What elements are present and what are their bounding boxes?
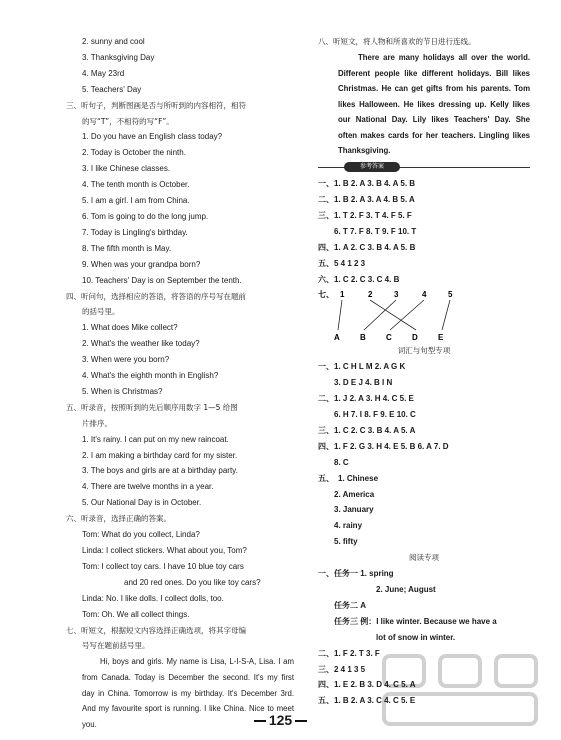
match-bottom-d: D (412, 333, 418, 343)
page-number: 125 (0, 712, 561, 728)
list-item: 1. What does Mike collect? (82, 323, 178, 333)
list-item: 7. Today is Lingling's birthday. (82, 227, 188, 237)
dialog-line: Tom: What do you collect, Linda? (82, 530, 200, 540)
section-8-passage: There are many holidays all over the world. Different people like different holidays. Bill likes Christmas. He can get gifts from his parents. Tom likes Halloween. He likes dressing up. Kelly likes our National Day. Lily likes Teachers' Day. She often makes cards for her teachers. Lingling likes Thanksgiving. (338, 52, 530, 156)
answer-tag: 参考答案 (344, 162, 400, 172)
section-8-title: 八、听短文，将人物和所喜欢的节日进行连线。 (318, 37, 476, 46)
match-bottom-a: A (334, 333, 340, 343)
answer-line: 四、1. F 2. G 3. H 4. E 5. B 6. A 7. D (318, 441, 449, 451)
answer-line: 6. T 7. F 8. T 9. F 10. T (334, 226, 417, 236)
dialog-line: Tom: Oh. We all collect things. (82, 609, 190, 619)
answer-line: 2. June; August (376, 585, 436, 594)
list-item: 3. Thanksgiving Day (82, 52, 155, 62)
match-bottom-b: B (360, 333, 366, 343)
match-prefix: 七、 (318, 290, 334, 300)
list-item: 5. I am a girl. I am from China. (82, 196, 190, 206)
dialog-line: Linda: I collect stickers. What about you, Tom? (82, 546, 247, 555)
page-number-dash (295, 720, 307, 722)
answer-line: 五、 1. Chinese (318, 473, 379, 483)
answer-line: 四、1. E 2. B 3. D 4. C 5. A (318, 680, 416, 690)
left-column (66, 34, 294, 732)
list-item: 5. Our National Day is in October. (82, 498, 202, 508)
answer-line: lot of snow in winter. (376, 632, 456, 642)
answer-line: 3. January (334, 505, 374, 515)
dialog-line: Linda: No. I like dolls. I collect dolls, too. (82, 593, 224, 603)
answer-line: 6. H 7. I 8. F 9. E 10. C (334, 410, 416, 420)
section-3-title: 三、听句子，判断图画是否与所听到的内容相符，相符 (66, 100, 246, 110)
answer-line: 5. fifty (334, 537, 358, 547)
section-4-title: 四、听问句，选择相应的答语，将答语的序号写在题前 (66, 291, 246, 301)
match-bottom-c: C (386, 333, 392, 343)
match-line-4 (390, 300, 424, 330)
answer-line: 3. D E J 4. B I N (334, 378, 393, 388)
list-item: 4. The tenth month is October. (82, 180, 190, 190)
answer-line: 六、1. C 2. C 3. C 4. B (318, 274, 400, 284)
match-top-2: 2 (368, 290, 373, 300)
section-3-title-cont: 的写“T”，不相符的写“F”。 (82, 116, 174, 126)
list-item: 10. Teachers' Day is on September the tenth. (82, 275, 242, 285)
answer-line: 4. rainy (334, 521, 363, 531)
list-item: 6. Tom is going to do the long jump. (82, 211, 209, 221)
list-item: 2. What's the weather like today? (82, 339, 200, 349)
answer-divider (318, 161, 530, 175)
list-item: 2. I am making a birthday card for my sister. (82, 450, 238, 460)
match-line-3 (364, 300, 396, 330)
section-5-title: 五、听录音，按照听到的先后顺序用数字 1—5 给图 (66, 402, 238, 412)
list-item: 9. When was your grandpa born? (82, 259, 201, 269)
answer-line: 二、1. B 2. A 3. A 4. B 5. A (318, 194, 415, 204)
answer-line: 一、1. C H L M 2. A G K (318, 362, 406, 372)
dialog-line: Tom: I collect toy cars. I have 10 blue toy cars (82, 561, 244, 571)
list-item: 3. I like Chinese classes. (82, 164, 171, 174)
answer-line: 任务三 例：I like winter. Because we have a (334, 616, 497, 626)
list-item: 2. sunny and cool (82, 37, 145, 46)
match-top-4: 4 (422, 290, 427, 300)
answer-line: 二、1. F 2. T 3. F (318, 648, 380, 658)
page-number-dash (254, 720, 266, 722)
right-column (318, 34, 530, 709)
dialog-line: and 20 red ones. Do you like toy cars? (124, 577, 261, 587)
match-bottom-e: E (438, 333, 444, 343)
match-top-1: 1 (340, 290, 345, 300)
list-item: 3. The boys and girls are at a birthday party. (82, 466, 238, 476)
section-6-title: 六、听录音，选择正确的答案。 (66, 514, 171, 524)
list-item: 4. May 23rd (82, 68, 125, 78)
list-item: 5. Teachers' Day (82, 84, 142, 94)
list-item: 4. What's the eighth month in English? (82, 371, 219, 381)
matching-lines (318, 287, 530, 343)
match-line-5 (442, 300, 450, 330)
list-item: 1. Do you have an English class today? (82, 132, 223, 142)
match-line-2 (370, 300, 416, 330)
section-7-passage: Hi, boys and girls. My name is Lisa, L-I-S-A, Lisa. I am from Canada. Today is December the second. It's my first day in China. Tomorrow is my birthday. It's December 3rd. And my favourite sport is running. I like China. Nice to meet you. (82, 657, 294, 729)
match-top-5: 5 (448, 290, 453, 300)
answer-line: 2. America (334, 489, 375, 499)
match-line-1 (338, 300, 342, 330)
matching-diagram (318, 287, 530, 343)
list-item: 4. There are twelve months in a year. (82, 482, 214, 492)
answer-line: 任务二 A (334, 600, 366, 610)
list-item: 1. It's rainy. I can put on my new raincoat. (82, 434, 229, 444)
answer-line: 二、1. J 2. A 3. H 4. C 5. E (318, 394, 414, 404)
match-top-3: 3 (394, 290, 399, 300)
answer-line: 四、1. A 2. C 3. B 4. A 5. B (318, 242, 416, 252)
section-7-title-cont: 号写在题前括号里。 (82, 641, 150, 651)
list-item: 8. The fifth month is May. (82, 243, 172, 253)
answer-line: 三、1. C 2. C 3. B 4. A 5. A (318, 425, 416, 435)
answer-line: 一、任务一 1. spring (318, 569, 394, 579)
watermark-logo (380, 650, 550, 730)
section-4-title-cont: 的括号里。 (82, 307, 120, 317)
section-7-title: 七、听短文，根据短文内容选择正确选项，将其字母编 (66, 625, 246, 635)
reading-section-title: 阅读专项 (409, 553, 439, 563)
answer-line: 五、5 4 1 2 3 (318, 258, 366, 268)
answer-line: 三、1. T 2. F 3. T 4. F 5. F (318, 210, 412, 220)
answer-line: 五、1. B 2. A 3. C 4. C 5. E (318, 696, 416, 706)
answer-line: 一、1. B 2. A 3. B 4. A 5. B (318, 179, 416, 189)
section-5-title-cont: 片排序。 (82, 418, 112, 428)
vocab-section-title: 词汇与句型专项 (397, 346, 451, 356)
list-item: 2. Today is October the ninth. (82, 148, 186, 158)
answer-line: 三、2 4 1 3 5 (318, 664, 366, 674)
list-item: 5. When is Christmas? (82, 386, 163, 396)
list-item: 3. When were you born? (82, 355, 170, 365)
answer-line: 8. C (334, 457, 349, 467)
